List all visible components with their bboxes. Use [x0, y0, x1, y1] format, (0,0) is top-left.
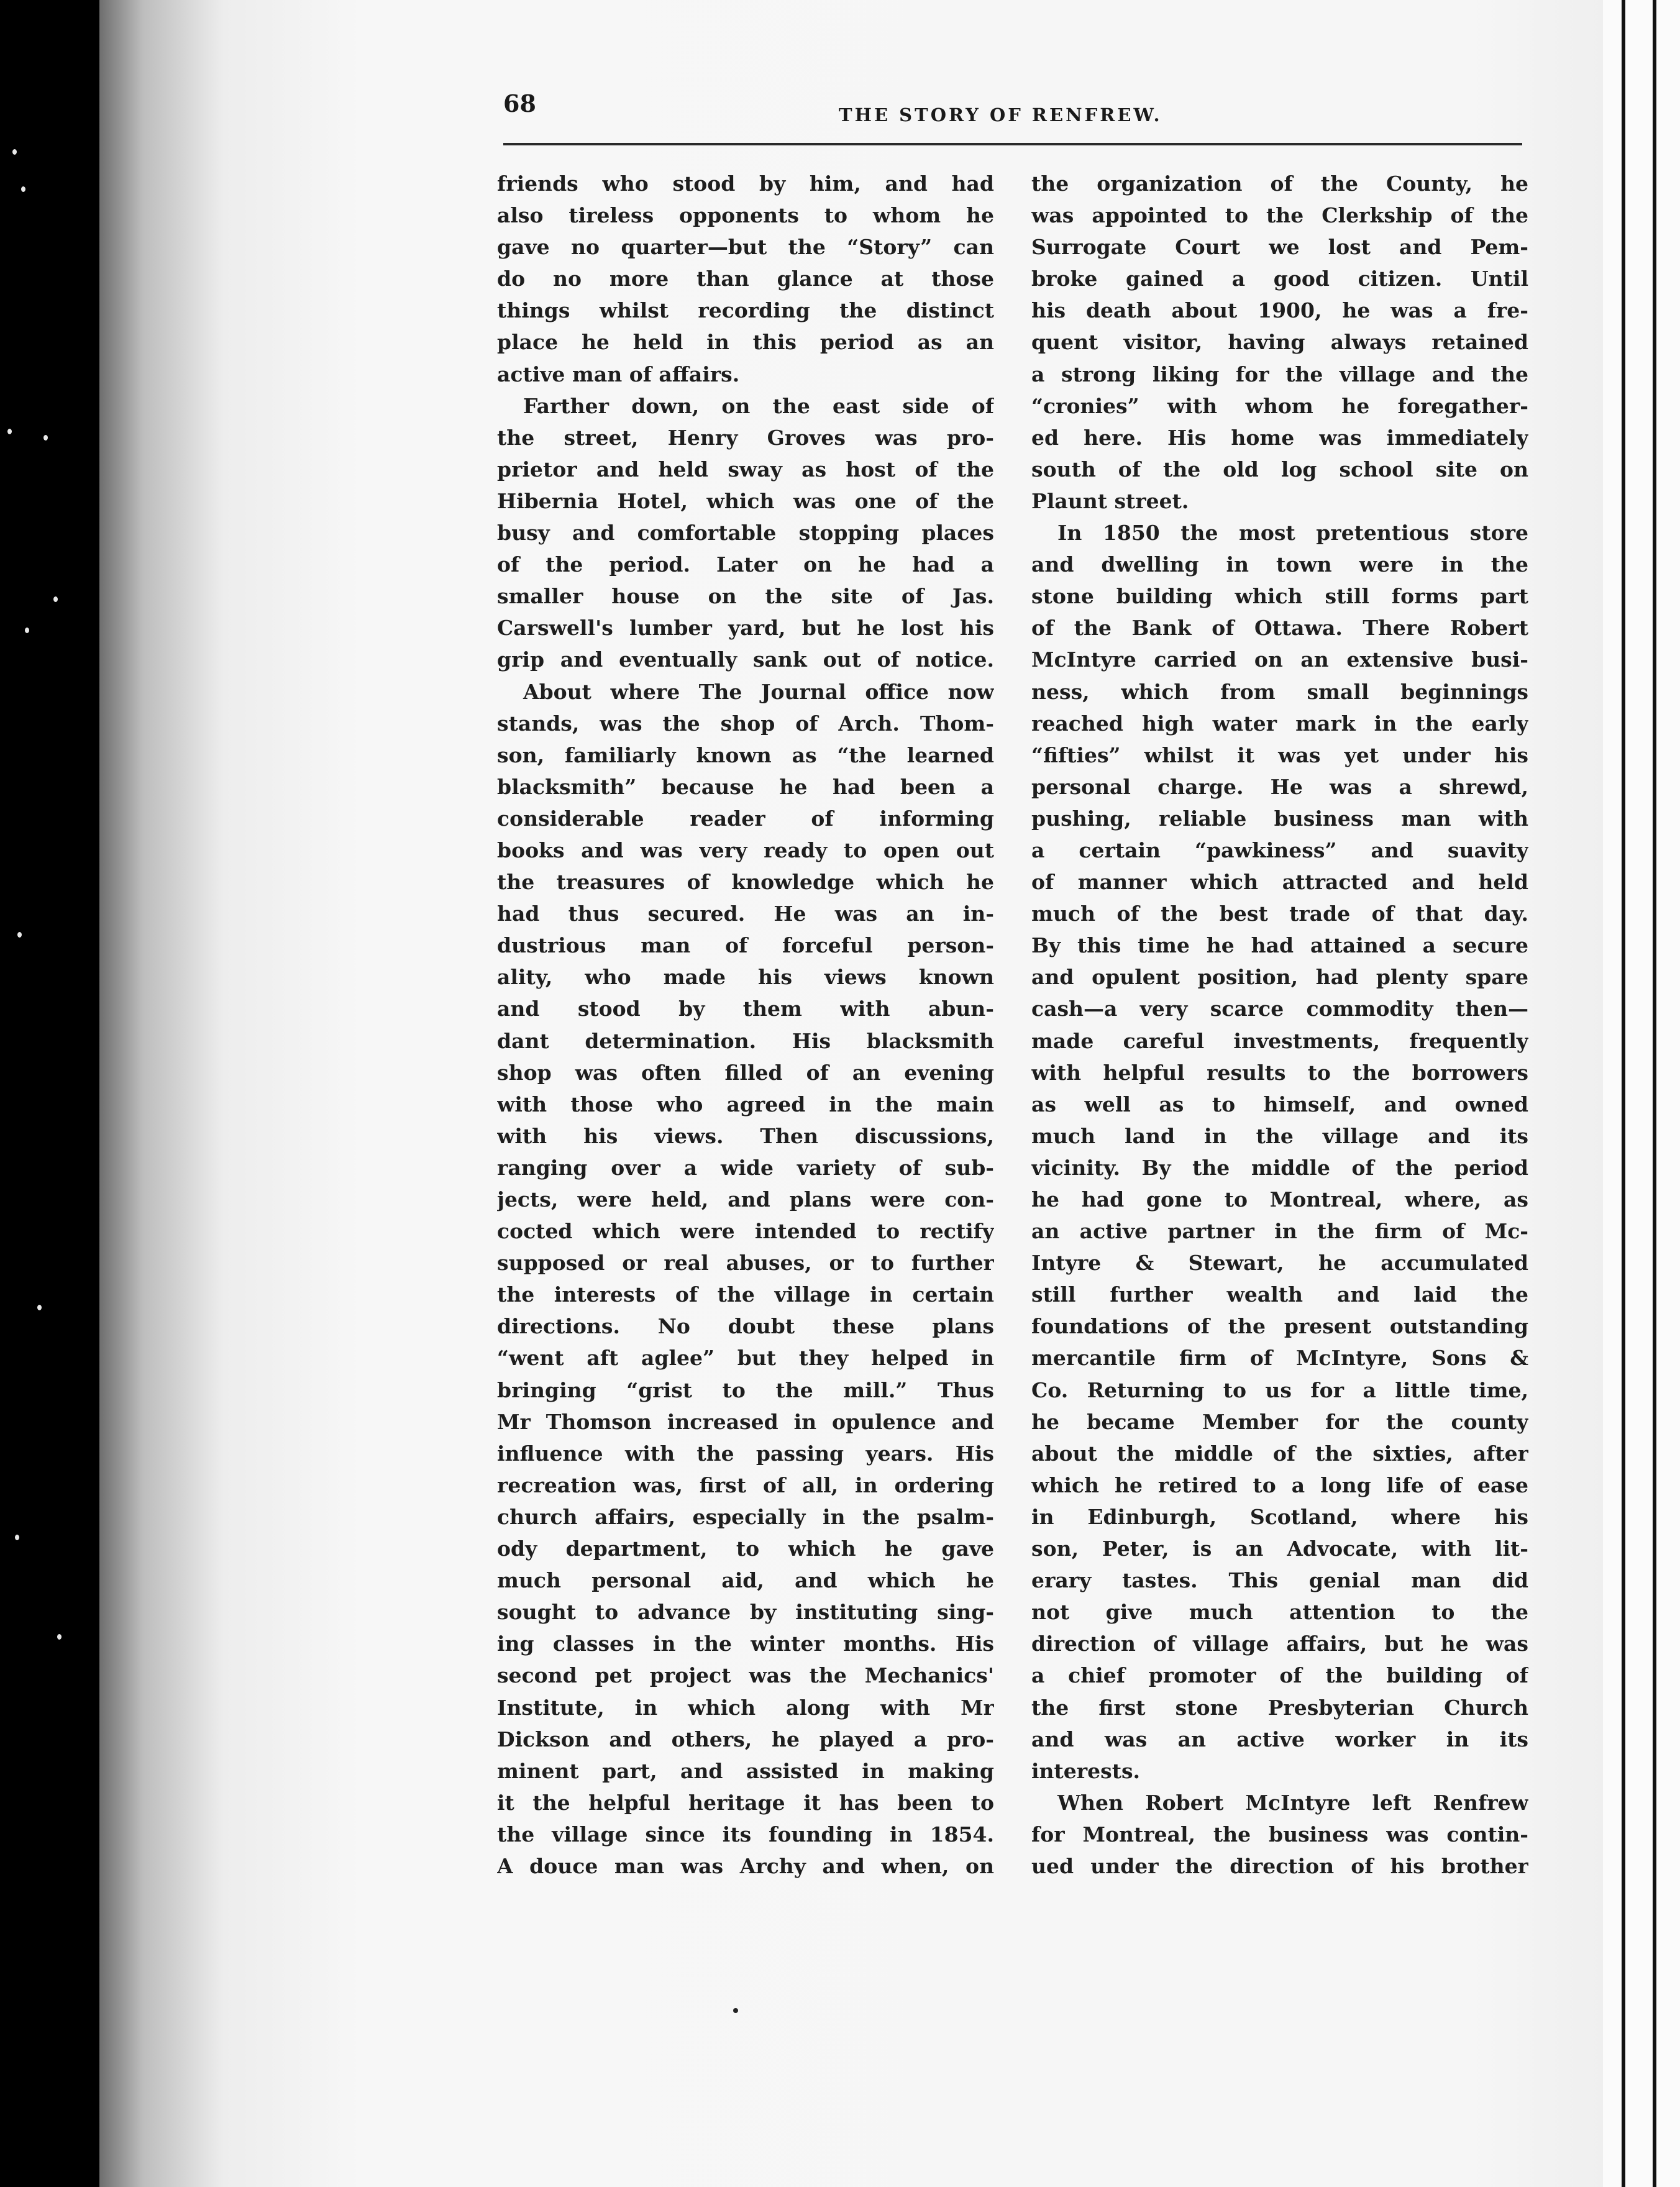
text-line: the treasures of knowledge which he — [497, 870, 994, 895]
text-line: Mr Thomson increased in opulence and — [497, 1409, 994, 1434]
text-line: erary tastes. This genial man did — [1031, 1568, 1528, 1593]
text-line: personal charge. He was a shrewd, — [1031, 774, 1528, 799]
text-line: ranging over a wide variety of sub- — [497, 1155, 994, 1180]
text-line: About where The Journal office now — [523, 679, 994, 704]
text-line: quent visitor, having always retained — [1031, 330, 1528, 355]
paragraph — [1031, 1787, 1528, 1882]
text-line: cash—a very scarce commodity then— — [1031, 997, 1528, 1021]
text-line: busy and comfortable stopping places — [497, 521, 994, 546]
text-line: made careful investments, frequently — [1031, 1028, 1528, 1053]
text-line: stands, was the shop of Arch. Thom- — [497, 711, 994, 736]
text-line: “cronies” with whom he foregather- — [1031, 393, 1528, 418]
text-line: he had gone to Montreal, where, as — [1031, 1187, 1528, 1212]
text-line: Hibernia Hotel, which was one of the — [497, 488, 994, 513]
text-line: friends who stood by him, and had — [497, 171, 994, 196]
text-line: second pet project was the Mechanics' — [497, 1663, 994, 1688]
running-head: THE STORY OF RENFREW. — [839, 104, 1162, 126]
text-line: with helpful results to the borrowers — [1031, 1060, 1528, 1085]
text-line: a strong liking for the village and the — [1031, 362, 1528, 386]
text-line: Surrogate Court we lost and Pem- — [1031, 235, 1528, 260]
text-line: his death about 1900, he was a fre- — [1031, 298, 1528, 323]
edge-line — [1653, 0, 1656, 2187]
text-line: do no more than glance at those — [497, 267, 994, 291]
text-line: place he held in this period as an — [497, 330, 994, 355]
text-line: “fifties” whilst it was yet under his — [1031, 742, 1528, 767]
text-line: In 1850 the most pretentious store — [1057, 521, 1528, 546]
text-line: ing classes in the winter months. His — [497, 1632, 994, 1656]
text-line: recreation was, first of all, in ordering — [497, 1472, 994, 1497]
text-line: sought to advance by instituting sing- — [497, 1600, 994, 1625]
text-line: and opulent position, had plenty spare — [1031, 965, 1528, 990]
text-line: smaller house on the site of Jas. — [497, 584, 994, 609]
text-line: an active partner in the firm of Mc- — [1031, 1219, 1528, 1244]
text-line: interests. — [1031, 1758, 1141, 1783]
text-line: considerable reader of informing — [497, 806, 994, 831]
text-line: shop was often filled of an evening — [497, 1060, 994, 1085]
text-line: books and was very ready to open out — [497, 838, 994, 862]
text-line: ued under the direction of his brother — [1031, 1853, 1528, 1878]
text-line: Institute, in which along with Mr — [497, 1695, 994, 1720]
paragraph — [497, 390, 994, 676]
page-header — [503, 87, 1522, 149]
text-line: a chief promoter of the building of — [1031, 1663, 1528, 1688]
text-line: A douce man was Archy and when, on — [497, 1853, 994, 1878]
text-line: cocted which were intended to rectify — [497, 1219, 994, 1244]
text-line: of the Bank of Ottawa. There Robert — [1031, 616, 1528, 641]
text-line: stone building which still forms part — [1031, 584, 1528, 609]
text-line: Dickson and others, he played a pro- — [497, 1727, 994, 1751]
text-line: ed here. His home was immediately — [1031, 425, 1528, 450]
text-line: mercantile firm of McIntyre, Sons & — [1031, 1346, 1528, 1371]
text-line: was appointed to the Clerkship of the — [1031, 203, 1528, 228]
text-line: and stood by them with abun- — [497, 997, 994, 1021]
text-line: also tireless opponents to whom he — [497, 203, 994, 228]
text-line: and was an active worker in its — [1031, 1727, 1528, 1751]
text-line: grip and eventually sank out of notice. — [497, 647, 994, 672]
paragraph — [1031, 168, 1528, 517]
text-line: Co. Returning to us for a little time, — [1031, 1377, 1528, 1402]
text-line: By this time he had attained a secure — [1031, 933, 1528, 958]
text-line: it the helpful heritage it has been to — [497, 1790, 994, 1815]
text-line: McIntyre carried on an extensive busi- — [1031, 647, 1528, 672]
text-line: reached high water mark in the early — [1031, 711, 1528, 736]
paragraph — [497, 168, 994, 390]
text-line: things whilst recording the distinct — [497, 298, 994, 323]
text-line: not give much attention to the — [1031, 1600, 1528, 1625]
edge-line — [1622, 0, 1625, 2187]
text-line: had thus secured. He was an in- — [497, 902, 994, 926]
text-line: supposed or real abuses, or to further — [497, 1251, 994, 1276]
text-line: ness, which from small beginnings — [1031, 679, 1528, 704]
text-line: foundations of the present outstanding — [1031, 1314, 1528, 1339]
text-line: in Edinburgh, Scotland, where his — [1031, 1504, 1528, 1529]
ink-speck — [733, 2008, 738, 2013]
text-line: about the middle of the sixties, after — [1031, 1441, 1528, 1466]
text-line: directions. No doubt these plans — [497, 1314, 994, 1339]
paragraph — [497, 676, 994, 1883]
paragraph — [1031, 517, 1528, 1787]
text-line: pushing, reliable business man with — [1031, 806, 1528, 831]
text-line: “went aft aglee” but they helped in — [497, 1346, 994, 1371]
text-line: south of the old log school site on — [1031, 457, 1528, 482]
text-line: dant determination. His blacksmith — [497, 1028, 994, 1053]
text-line: still further wealth and laid the — [1031, 1282, 1528, 1307]
text-line: much personal aid, and which he — [497, 1568, 994, 1593]
text-line: Carswell's lumber yard, but he lost his — [497, 616, 994, 641]
text-line: Farther down, on the east side of — [523, 393, 994, 418]
text-line: for Montreal, the business was contin- — [1031, 1822, 1528, 1847]
text-line: the interests of the village in certain — [497, 1282, 994, 1307]
text-line: a certain “pawkiness” and suavity — [1031, 838, 1528, 862]
text-line: as well as to himself, and owned — [1031, 1092, 1528, 1116]
text-line: ody department, to which he gave — [497, 1536, 994, 1561]
text-line: jects, were held, and plans were con- — [497, 1187, 994, 1212]
text-line: gave no quarter—but the “Story” can — [497, 235, 994, 260]
page-number: 68 — [503, 89, 536, 117]
text-line: direction of village affairs, but he was — [1031, 1632, 1528, 1656]
page-edge — [1603, 0, 1680, 2187]
text-line: the street, Henry Groves was pro- — [497, 425, 994, 450]
text-line: son, Peter, is an Advocate, with lit- — [1031, 1536, 1528, 1561]
text-line: minent part, and assisted in making — [497, 1758, 994, 1783]
text-line: son, familiarly known as “the learned — [497, 742, 994, 767]
text-line: Plaunt street. — [1031, 488, 1189, 513]
text-line: of the period. Later on he had a — [497, 552, 994, 577]
text-line: church affairs, especially in the psalm- — [497, 1504, 994, 1529]
text-line: of manner which attracted and held — [1031, 870, 1528, 895]
text-line: much land in the village and its — [1031, 1123, 1528, 1148]
text-line: bringing “grist to the mill.” Thus — [497, 1377, 994, 1402]
text-line: ality, who made his views known — [497, 965, 994, 990]
text-line: the first stone Presbyterian Church — [1031, 1695, 1528, 1720]
text-line: with those who agreed in the main — [497, 1092, 994, 1116]
text-line: the village since its founding in 1854. — [497, 1822, 994, 1847]
text-line: with his views. Then discussions, — [497, 1123, 994, 1148]
text-line: When Robert McIntyre left Renfrew — [1057, 1790, 1528, 1815]
text-line: Intyre & Stewart, he accumulated — [1031, 1251, 1528, 1276]
text-line: prietor and held sway as host of the — [497, 457, 994, 482]
text-line: the organization of the County, he — [1031, 171, 1528, 196]
text-line: he became Member for the county — [1031, 1409, 1528, 1434]
text-line: blacksmith” because he had been a — [497, 774, 994, 799]
text-line: dustrious man of forceful person- — [497, 933, 994, 958]
text-line: vicinity. By the middle of the period — [1031, 1155, 1528, 1180]
text-line: and dwelling in town were in the — [1031, 552, 1528, 577]
text-line: which he retired to a long life of ease — [1031, 1472, 1528, 1497]
text-line: much of the best trade of that day. — [1031, 902, 1528, 926]
text-line: active man of affairs. — [497, 362, 740, 386]
text-line: broke gained a good citizen. Until — [1031, 267, 1528, 291]
right-column — [1031, 168, 1528, 1882]
header-rule — [503, 143, 1522, 145]
left-column — [497, 168, 994, 1882]
text-line: influence with the passing years. His — [497, 1441, 994, 1466]
